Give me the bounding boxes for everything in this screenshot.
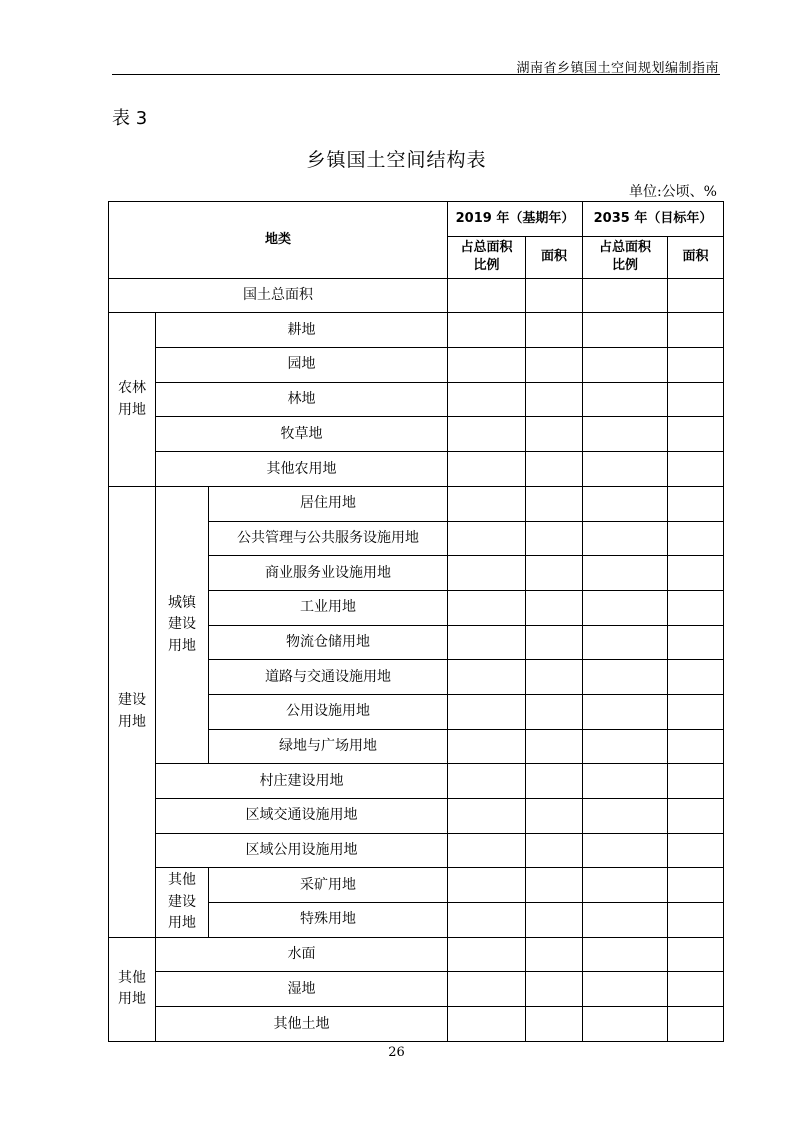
row-label: 牧草地: [156, 417, 448, 452]
cell: [583, 694, 668, 729]
cell: [526, 417, 583, 452]
table-row: [109, 452, 724, 487]
cell: [448, 660, 526, 695]
row-label: 物流仓储用地: [209, 625, 448, 660]
row-label: 园地: [156, 348, 448, 383]
table-row: [109, 868, 724, 903]
cell: [526, 868, 583, 903]
table-row: [109, 833, 724, 868]
cell: [526, 278, 583, 313]
row-label-total: 国土总面积: [109, 278, 448, 313]
cell: [448, 868, 526, 903]
table-row: [109, 1007, 724, 1042]
row-label: 其他土地: [156, 1007, 448, 1042]
row-label: 公用设施用地: [209, 694, 448, 729]
cell: [668, 417, 724, 452]
row-label: 居住用地: [209, 486, 448, 521]
cell: [448, 278, 526, 313]
cell: [668, 313, 724, 348]
cell: [448, 348, 526, 383]
table-title: 乡镇国土空间结构表: [306, 149, 487, 171]
column-header-category: 地类: [109, 202, 448, 279]
cell: [448, 764, 526, 799]
cell: [583, 868, 668, 903]
cell: [668, 729, 724, 764]
share-label: 占总面积比例: [598, 240, 651, 274]
column-header-2019: 2019 年（基期年）: [448, 202, 583, 237]
cell: [583, 590, 668, 625]
subgroup-label-text: 其他建设用地: [168, 872, 196, 932]
subgroup-label-text: 城镇建设用地: [168, 594, 196, 654]
group-label-text: 农林用地: [118, 379, 146, 418]
group-label-construction: [109, 486, 156, 937]
column-header-2035: 2035 年（目标年）: [583, 202, 724, 237]
page-number: 26: [388, 1045, 405, 1060]
unit-label: 单位:公顷、%: [628, 184, 717, 200]
table-row: [109, 937, 724, 972]
cell: [583, 486, 668, 521]
cell: [668, 694, 724, 729]
cell: [668, 972, 724, 1007]
cell: [448, 937, 526, 972]
cell: [526, 521, 583, 556]
table-row: [109, 278, 724, 313]
cell: [668, 625, 724, 660]
row-label: 村庄建设用地: [156, 764, 448, 799]
table-row: [109, 382, 724, 417]
table-number: 表 3: [112, 108, 148, 129]
cell: [448, 590, 526, 625]
cell: [583, 833, 668, 868]
table-row: [109, 417, 724, 452]
cell: [448, 625, 526, 660]
cell: [526, 1007, 583, 1042]
cell: [668, 868, 724, 903]
cell: [583, 903, 668, 938]
cell: [448, 382, 526, 417]
cell: [583, 278, 668, 313]
cell: [448, 486, 526, 521]
row-label: 工业用地: [209, 590, 448, 625]
subgroup-label-urban: [156, 486, 209, 764]
column-header-area-2019: 面积: [526, 236, 583, 278]
column-header-share-2019: [448, 236, 526, 278]
cell: [668, 556, 724, 591]
row-label: 水面: [156, 937, 448, 972]
cell: [448, 694, 526, 729]
row-label: 区域公用设施用地: [156, 833, 448, 868]
cell: [526, 799, 583, 834]
cell: [668, 660, 724, 695]
row-label: 道路与交通设施用地: [209, 660, 448, 695]
cell: [448, 313, 526, 348]
table-row: [109, 972, 724, 1007]
cell: [668, 348, 724, 383]
cell: [583, 452, 668, 487]
header-row-years: [109, 202, 724, 237]
cell: [526, 452, 583, 487]
cell: [448, 521, 526, 556]
share-label: 占总面积比例: [460, 240, 513, 274]
cell: [583, 313, 668, 348]
cell: [668, 590, 724, 625]
row-label: 其他农用地: [156, 452, 448, 487]
cell: [526, 556, 583, 591]
cell: [583, 729, 668, 764]
cell: [583, 521, 668, 556]
cell: [526, 590, 583, 625]
row-label: 绿地与广场用地: [209, 729, 448, 764]
column-header-share-2035: [583, 236, 668, 278]
cell: [526, 348, 583, 383]
cell: [448, 556, 526, 591]
cell: [526, 486, 583, 521]
land-structure-table: [108, 201, 724, 1042]
cell: [668, 799, 724, 834]
cell: [583, 417, 668, 452]
cell: [668, 382, 724, 417]
group-label-text: 其他用地: [118, 969, 146, 1008]
cell: [583, 556, 668, 591]
cell: [448, 729, 526, 764]
row-label: 公共管理与公共服务设施用地: [209, 521, 448, 556]
cell: [526, 313, 583, 348]
cell: [448, 452, 526, 487]
cell: [448, 799, 526, 834]
table-row: [109, 348, 724, 383]
cell: [668, 903, 724, 938]
cell: [448, 1007, 526, 1042]
cell: [668, 1007, 724, 1042]
cell: [583, 382, 668, 417]
cell: [668, 833, 724, 868]
cell: [583, 764, 668, 799]
cell: [668, 278, 724, 313]
cell: [526, 903, 583, 938]
cell: [526, 625, 583, 660]
table-row: [109, 764, 724, 799]
row-label: 湿地: [156, 972, 448, 1007]
cell: [448, 903, 526, 938]
group-label-agri: [109, 313, 156, 486]
row-label: 区域交通设施用地: [156, 799, 448, 834]
cell: [583, 660, 668, 695]
column-header-area-2035: 面积: [668, 236, 724, 278]
cell: [448, 417, 526, 452]
table-row: [109, 313, 724, 348]
cell: [526, 660, 583, 695]
cell: [668, 486, 724, 521]
cell: [583, 625, 668, 660]
cell: [448, 833, 526, 868]
cell: [526, 694, 583, 729]
cell: [668, 764, 724, 799]
cell: [583, 972, 668, 1007]
cell: [448, 972, 526, 1007]
cell: [526, 382, 583, 417]
row-label: 商业服务业设施用地: [209, 556, 448, 591]
row-label: 耕地: [156, 313, 448, 348]
cell: [583, 1007, 668, 1042]
cell: [668, 521, 724, 556]
group-label-text: 建设用地: [118, 692, 146, 730]
cell: [526, 729, 583, 764]
table-row: [109, 799, 724, 834]
cell: [583, 348, 668, 383]
cell: [526, 833, 583, 868]
running-header: 湖南省乡镇国土空间规划编制指南: [516, 61, 719, 76]
subgroup-label-other-construction: [156, 868, 209, 937]
row-label: 林地: [156, 382, 448, 417]
cell: [526, 972, 583, 1007]
cell: [526, 937, 583, 972]
cell: [668, 452, 724, 487]
cell: [583, 799, 668, 834]
header-rule: [112, 74, 720, 75]
cell: [668, 937, 724, 972]
table-row: [109, 486, 724, 521]
row-label: 特殊用地: [209, 903, 448, 938]
row-label: 采矿用地: [209, 868, 448, 903]
cell: [526, 764, 583, 799]
group-label-other: [109, 937, 156, 1041]
cell: [583, 937, 668, 972]
